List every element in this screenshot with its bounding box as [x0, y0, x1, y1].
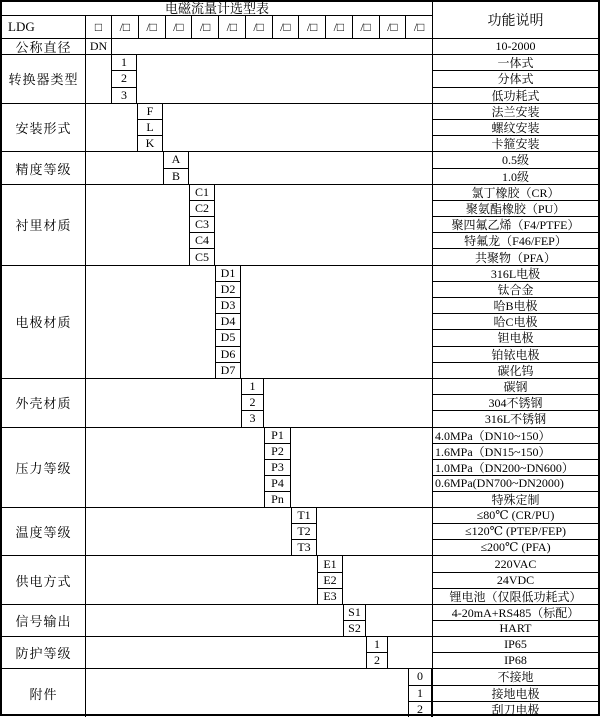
category-section [2, 265, 598, 378]
page-title: 电磁流量计选型表 [2, 2, 432, 16]
description-column [432, 104, 598, 152]
option-code: D6 [216, 346, 240, 362]
description-column [432, 605, 598, 636]
stair-spacer [86, 185, 189, 265]
option-description: 刮刀电极 [433, 701, 598, 717]
option-code: 1 [409, 685, 431, 701]
description-column [432, 152, 598, 183]
category-label: 压力等级 [2, 428, 86, 508]
option-description: 1.0MPa（DN200~DN600） [433, 459, 598, 475]
option-description: 聚四氟乙烯（F4/PTFE） [433, 216, 598, 232]
option-code: C2 [190, 200, 214, 216]
model-code-slot: /□ [246, 16, 273, 38]
option-description: 钛合金 [433, 281, 598, 297]
option-description: 0.5级 [501, 153, 529, 168]
description-column [432, 637, 598, 668]
option-description: 特氟龙（F46/FEP） [433, 232, 598, 248]
option-description: 接地电极 [433, 685, 598, 701]
option-description: 316L电极 [490, 266, 541, 281]
stair-spacer [86, 152, 163, 183]
option-description: 1.0级 [433, 168, 598, 184]
model-code-slot: /□ [112, 16, 139, 38]
description-column [432, 379, 598, 427]
stair-spacer [86, 669, 408, 717]
empty-area [241, 266, 432, 378]
stair-spacer [86, 379, 241, 427]
option-code: D7 [216, 362, 240, 378]
empty-area [264, 379, 432, 427]
category-label: 衬里材质 [2, 185, 86, 265]
option-code: C3 [190, 216, 214, 232]
category-section [2, 507, 598, 555]
option-description: ≤120℃ (PTEP/FEP) [433, 523, 598, 539]
option-description: 304不锈钢 [433, 394, 598, 410]
code-column [291, 508, 317, 555]
table-header [2, 2, 598, 38]
model-code-slot: /□ [380, 16, 407, 38]
model-code-slot: /□ [326, 16, 353, 38]
option-description: 铂铱电极 [433, 346, 598, 362]
option-description: 24VDC [433, 572, 598, 588]
model-code-row [2, 16, 432, 38]
option-description: 10-2000 [495, 39, 536, 54]
option-code: 1 [249, 379, 256, 394]
description-column [432, 266, 598, 378]
option-description: 氯丁橡胶（CR） [471, 185, 560, 200]
option-description: 哈B电极 [433, 297, 598, 313]
option-code: E3 [318, 588, 342, 604]
category-section [2, 103, 598, 152]
empty-area [291, 428, 432, 508]
option-code: D2 [216, 281, 240, 297]
option-description: HART [433, 620, 598, 636]
option-code: E1 [323, 556, 337, 571]
category-label: 精度等级 [2, 152, 86, 183]
stair-spacer [86, 428, 264, 508]
model-code-slot: /□ [139, 16, 166, 38]
option-description: 碳化钨 [433, 362, 598, 378]
option-code: L [138, 119, 162, 135]
description-column [432, 556, 598, 604]
code-column [317, 556, 343, 604]
category-section [2, 151, 598, 183]
code-column [408, 669, 432, 717]
option-description: 碳钢 [503, 380, 528, 395]
option-description: 聚氨酯橡胶（PU） [433, 200, 598, 216]
option-code: Pn [265, 491, 290, 507]
category-label: 供电方式 [2, 556, 86, 604]
model-code-slot: /□ [299, 16, 326, 38]
code-column [111, 55, 137, 103]
option-code: 0 [417, 669, 423, 684]
option-code: S2 [344, 620, 365, 636]
option-description: 分体式 [433, 70, 598, 86]
option-code: C5 [190, 248, 214, 264]
code-column [366, 637, 388, 668]
category-label: 防护等级 [2, 637, 86, 668]
option-code: D3 [216, 297, 240, 313]
option-description: 4.0MPa（DN10~150） [435, 428, 551, 443]
option-description: 220VAC [494, 556, 537, 571]
code-column [189, 185, 215, 265]
option-description: 共聚物（PFA） [433, 248, 598, 264]
option-code: D4 [216, 313, 240, 329]
description-column [432, 39, 598, 54]
model-prefix: LDG [2, 16, 86, 38]
category-label: 信号输出 [2, 605, 86, 636]
option-description: 锂电池（仅限低功耗式） [433, 588, 598, 604]
model-code-slot: /□ [413, 19, 425, 34]
category-section [2, 378, 598, 427]
code-column [137, 104, 163, 152]
model-code-slot: /□ [192, 16, 219, 38]
option-code: 3 [242, 410, 263, 426]
option-code: P4 [265, 475, 290, 491]
category-section [2, 604, 598, 636]
category-section [2, 427, 598, 508]
stair-spacer [86, 556, 317, 604]
code-column [241, 379, 264, 427]
category-label: 电极材质 [2, 266, 86, 378]
empty-area [343, 556, 432, 604]
option-description: ≤80℃ (CR/PU) [476, 508, 555, 523]
option-code: 2 [112, 70, 136, 86]
option-description: 低功耗式 [433, 87, 598, 103]
option-description: ≤200℃ (PFA) [433, 539, 598, 555]
stair-spacer [86, 266, 215, 378]
option-code: K [138, 135, 162, 151]
option-description: 一体式 [497, 56, 534, 71]
option-description: 哈C电极 [433, 313, 598, 329]
option-description: IP68 [433, 652, 598, 668]
code-column [343, 605, 366, 636]
description-column [432, 669, 598, 717]
stair-spacer [86, 104, 137, 152]
function-column-header: 功能说明 [432, 2, 598, 38]
option-code: T2 [292, 523, 316, 539]
option-code: 2 [409, 701, 431, 717]
option-description: 钽电极 [433, 329, 598, 345]
empty-area [137, 55, 432, 103]
option-description: IP65 [504, 637, 527, 652]
option-code: P2 [265, 443, 290, 459]
header-left [2, 2, 432, 38]
stair-spacer [86, 55, 111, 103]
option-code: 1 [374, 637, 380, 652]
option-code: E2 [318, 572, 342, 588]
model-code-slot: /□ [166, 16, 193, 38]
option-code: T1 [297, 508, 311, 523]
option-description: 法兰安装 [491, 104, 540, 119]
category-label: 温度等级 [2, 508, 86, 555]
empty-area [112, 39, 432, 54]
category-section [2, 184, 598, 265]
option-code: D5 [216, 329, 240, 345]
option-description: 0.6MPa(DN700~DN2000) [433, 475, 598, 491]
code-column [215, 266, 241, 378]
option-description: 卡箍安装 [433, 135, 598, 151]
code-column [163, 152, 189, 183]
model-code-slot: /□ [219, 16, 246, 38]
model-code-box: □ [86, 16, 112, 38]
option-code: D1 [220, 265, 236, 280]
option-code: 3 [112, 87, 136, 103]
category-section [2, 668, 598, 717]
option-code: B [164, 168, 188, 184]
description-column [432, 508, 598, 555]
empty-area [163, 104, 432, 152]
category-section [2, 636, 598, 668]
option-code: 2 [367, 652, 387, 668]
empty-area [366, 605, 432, 636]
empty-area [215, 185, 432, 265]
option-code: A [171, 152, 181, 167]
category-label: 公称直径 [2, 39, 86, 54]
option-description: 不接地 [497, 670, 534, 685]
option-code: 1 [121, 55, 127, 70]
category-section [2, 555, 598, 604]
category-section [2, 54, 598, 103]
option-description: 316L不锈钢 [433, 410, 598, 426]
empty-area [189, 152, 432, 183]
option-code: 2 [242, 394, 263, 410]
model-code-slot: /□ [353, 16, 380, 38]
stair-spacer [86, 508, 291, 555]
stair-spacer [86, 637, 366, 668]
category-section [2, 38, 598, 54]
empty-area [388, 637, 432, 668]
category-label: 附件 [2, 669, 86, 717]
option-code: T3 [292, 539, 316, 555]
option-code: S1 [348, 605, 361, 620]
option-description: 特殊定制 [433, 491, 598, 507]
option-description: 螺纹安装 [433, 119, 598, 135]
empty-area [317, 508, 432, 555]
description-column [432, 428, 598, 508]
option-description: 1.6MPa（DN15~150） [433, 443, 598, 459]
category-label: 转换器类型 [2, 55, 86, 103]
description-column [432, 55, 598, 103]
description-column [432, 185, 598, 265]
option-code: C1 [194, 184, 209, 199]
code-column [86, 39, 112, 54]
option-code: DN [89, 39, 108, 54]
option-code: F [146, 103, 154, 118]
category-label: 外壳材质 [2, 379, 86, 427]
option-code: P1 [271, 427, 284, 442]
model-code-slot: /□ [273, 16, 300, 38]
category-label: 安装形式 [2, 104, 86, 152]
code-column [264, 428, 291, 508]
stair-spacer [86, 605, 343, 636]
option-code: P3 [265, 459, 290, 475]
option-description: 4-20mA+RS485（标配） [451, 606, 580, 621]
option-code: C4 [190, 232, 214, 248]
